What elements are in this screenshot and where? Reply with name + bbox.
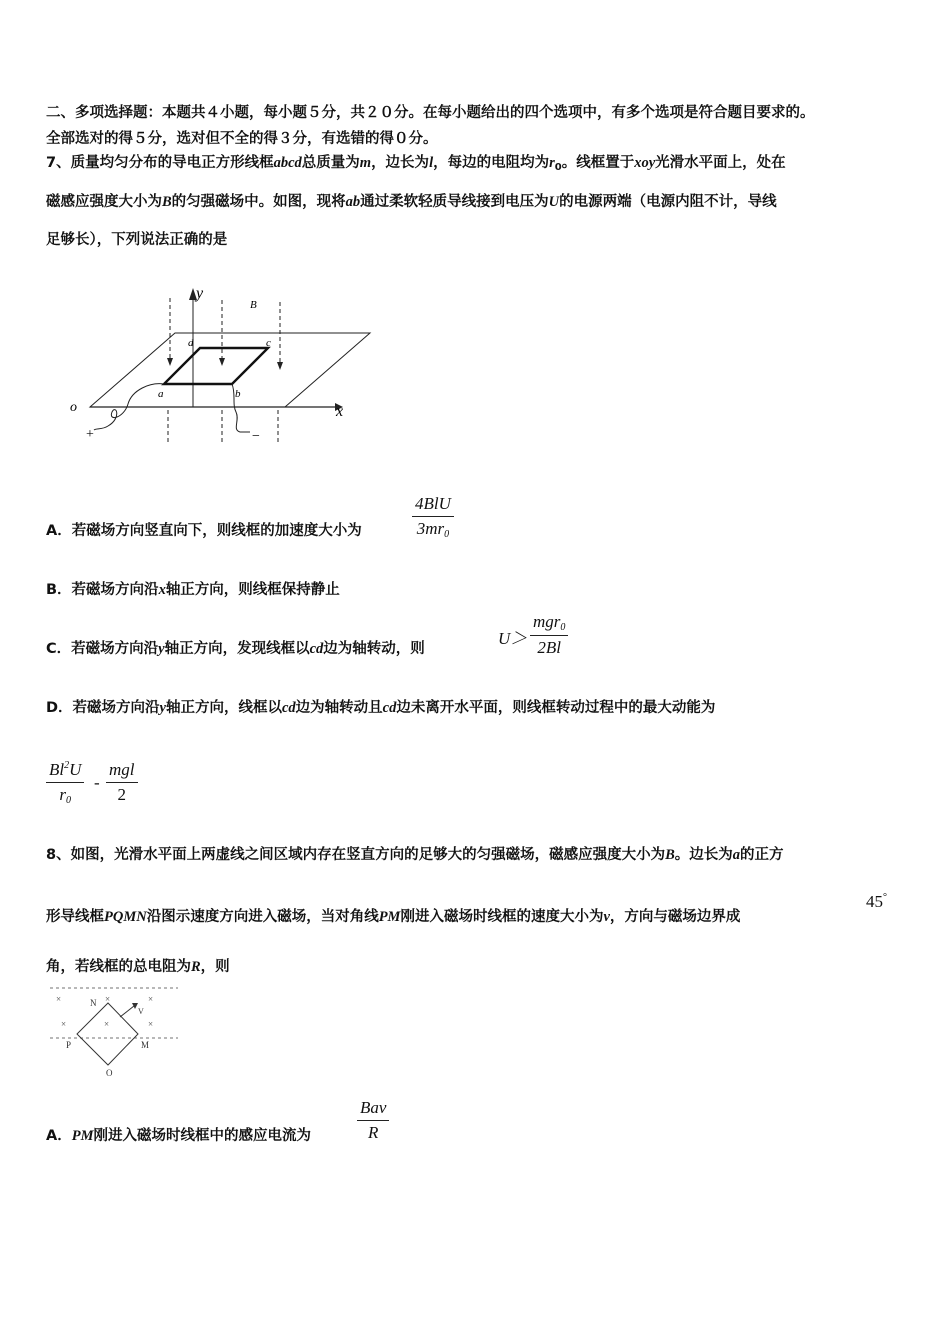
q7-option-d-fraction2: mgl 2 xyxy=(106,760,138,805)
q7-figure xyxy=(60,280,380,450)
q7-figure-label-a: a xyxy=(158,388,164,400)
q7-figure-label-y: y xyxy=(196,285,204,302)
q7-figure-label-d: d xyxy=(188,337,194,349)
q7-figure-label-c: c xyxy=(266,337,271,349)
q8-figure-label-O: O xyxy=(106,1068,113,1078)
q7-option-a: A．若磁场方向竖直向下，则线框的加速度大小为 xyxy=(46,523,362,539)
q8-figure-cross: × xyxy=(148,1019,154,1029)
q8-figure-label-N: N xyxy=(90,998,97,1008)
q8-figure xyxy=(48,984,183,1079)
q7-stem-line2: 磁感应强度大小为B的匀强磁场中。如图，现将ab通过柔软轻质导线接到电压为U的电源两端（电源内阻不计，导线 xyxy=(46,194,777,210)
q7-stem-line1: 7、质量均匀分布的导电正方形线框abcd总质量为m，边长为l，每边的电阻均为$r_0$。线框置于xoy光滑水平面上，处在 xyxy=(46,155,786,173)
q7-option-d: D．若磁场方向沿y轴正方向，线框以cd边为轴转动且cd边未离开水平面，则线框转动过程中的最大动能为 xyxy=(46,700,716,716)
q8-stem-line3: 角，若线框的总电阻为R，则 xyxy=(46,959,230,975)
q7-option-c: C．若磁场方向沿y轴正方向，发现线框以cd边为轴转动，则 xyxy=(46,641,425,657)
q8-angle: 45° xyxy=(866,892,887,911)
q7-figure-label-b: b xyxy=(235,388,241,400)
section-heading-line1: 二、多项选择题：本题共４小题，每小题５分，共２０分。在每小题给出的四个选项中，有多个选项是符合题目要求的。 xyxy=(46,105,815,121)
q8-figure-label-V: V xyxy=(138,1007,144,1016)
q7-option-a-fraction: 4BlU $3mr_0$ xyxy=(412,494,454,540)
q7-figure-label-plus: + xyxy=(86,427,94,442)
q8-option-a-fraction: Bav R xyxy=(357,1098,389,1143)
q7-option-c-fraction: mgr$_0$ 2Bl xyxy=(530,612,568,658)
q7-option-b: B．若磁场方向沿x轴正方向，则线框保持静止 xyxy=(46,582,340,598)
q8-figure-cross: × xyxy=(105,994,111,1004)
q7-stem-line3: 足够长），下列说法正确的是 xyxy=(46,232,228,248)
q8-stem-line2: 形导线框PQMN沿图示速度方向进入磁场，当对角线PM刚进入磁场时线框的速度大小为v，方向与磁场边界成 xyxy=(46,909,741,925)
q7-option-c-lhs: U＞ xyxy=(498,629,528,648)
q8-figure-label-M: M xyxy=(141,1040,150,1050)
q7-option-d-fraction1: $\frac{Bl^2U}{r_0}$ xyxy=(46,760,84,806)
q8-figure-cross: × xyxy=(148,994,154,1004)
q7-figure-label-B: B xyxy=(250,299,257,311)
q7-figure-label-x: x xyxy=(336,403,344,420)
q8-stem-line1: 8、如图，光滑水平面上两虚线之间区域内存在竖直方向的足够大的匀强磁场，磁感应强度大小为B。边长为a的正方 xyxy=(46,847,784,863)
q7-figure-label-o: o xyxy=(70,400,77,415)
q7-option-d-minus: - xyxy=(94,773,100,792)
section-heading-line2: 全部选对的得５分，选对但不全的得３分，有选错的得０分。 xyxy=(46,131,438,147)
q8-figure-cross: × xyxy=(56,994,62,1004)
q7-figure-label-minus: − xyxy=(252,429,260,444)
q8-option-a: A．PM刚进入磁场时线框中的感应电流为 xyxy=(46,1128,311,1144)
q8-figure-cross: × xyxy=(104,1019,110,1029)
q8-figure-cross: × xyxy=(61,1019,67,1029)
q8-figure-label-P: P xyxy=(66,1040,72,1050)
